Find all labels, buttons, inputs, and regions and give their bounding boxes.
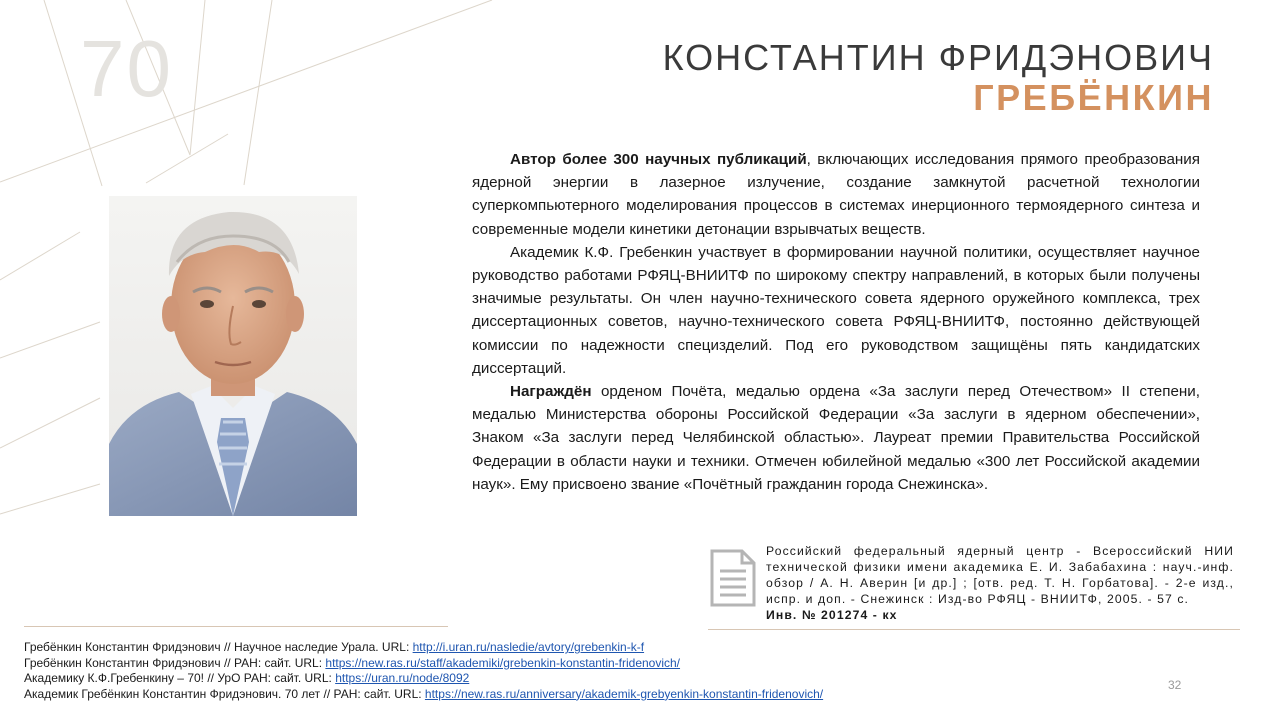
reference-item xyxy=(24,640,1144,656)
name-last: ГРЕБЁНКИН xyxy=(973,77,1214,118)
reference-text: Академик Гребёнкин Константин Фридэнович. 70 лет // РАН: сайт. URL: xyxy=(24,686,425,701)
reference-item xyxy=(24,687,1144,703)
name-first: КОНСТАНТИН ФРИДЭНОВИЧ xyxy=(662,37,1214,78)
reference-text: Академику К.Ф.Гребенкину – 70! // УрО РАН: сайт. URL: xyxy=(24,671,336,686)
reference-link[interactable]: https://new.ras.ru/staff/akademiki/grebenkin-konstantin-fridenovich/ xyxy=(325,655,681,670)
bio-publications-bold: Автор более 300 научных публикаций xyxy=(510,151,807,168)
references-list xyxy=(24,640,1144,702)
bio-paragraph-awards xyxy=(472,380,1200,496)
reference-item xyxy=(24,671,1144,687)
person-name xyxy=(663,38,1214,118)
references-divider xyxy=(24,626,448,627)
document-icon xyxy=(710,549,756,607)
reference-item xyxy=(24,656,1144,672)
biography-text xyxy=(472,148,1200,496)
reference-link[interactable]: http://i.uran.ru/nasledie/avtory/grebenkin-k-f xyxy=(412,640,645,654)
bibliographic-citation xyxy=(766,543,1234,623)
citation-divider xyxy=(708,629,1240,630)
reference-link[interactable]: https://uran.ru/node/8092 xyxy=(335,671,470,686)
page-number: 32 xyxy=(1168,678,1182,692)
reference-text: Гребёнкин Константин Фридэнович // Научное наследие Урала. URL: xyxy=(24,640,413,654)
portrait-illustration xyxy=(109,196,357,516)
age-number: 70 xyxy=(80,24,173,113)
citation-inventory: Инв. № 201274 - кх xyxy=(766,608,898,622)
bio-paragraph-activity: Академик К.Ф. Гребенкин участвует в формировании научной политики, осуществляет научное руководство работами РФЯЦ-ВНИИТФ по широкому спектру направлений, в которых были получены значимые результаты. Он член научно-технического совета ядерного оружейного комплекса, трех диссертационных советов, научно-технического совета РФЯЦ-ВНИИТФ, постоянно действующей комиссии по надежности специзделий. Под его руководством защищёны пять кандидатских диссертаций. xyxy=(472,243,1200,377)
reference-text: Гребёнкин Константин Фридэнович // РАН: сайт. URL: xyxy=(24,655,326,670)
bio-paragraph-publications xyxy=(472,148,1200,241)
bio-awards-text: орденом Почёта, медалью ордена «За заслуги перед Отечеством» II степени, медалью Министерства обороны Российской Федерации «За заслуги в ядерном обеспечении», Знаком «За заслуги перед Челябинской областью». Лауреат премии Правительства Российской Федерации в области науки и техники. Отмечен юбилейной медалью «300 лет Российской академии наук». Ему присвоено звание «Почётный гражданин города Снежинска». xyxy=(472,383,1200,493)
bio-awards-bold: Награждён xyxy=(510,383,592,401)
bio-publications-text: , включающих исследования прямого преобразования ядерной энергии в лазерное излучение, создание замкнутой расчетной технологии суперкомпьютерного моделирования процессов в системах инерционного термоядерного синтеза и современные модели кинетики детонации взрывчатых веществ. xyxy=(472,151,1201,238)
reference-link[interactable]: https://new.ras.ru/anniversary/akademik-grebyenkin-konstantin-fridenovich/ xyxy=(424,686,824,701)
citation-text: Российский федеральный ядерный центр - Всероссийский НИИ технической физики имени академика Е. И. Забабахина : науч.-инф. обзор / А. Н. Аверин [и др.] ; [отв. ред. Т. Н. Горбатова]. - 2-е изд., испр. и доп. - Снежинск : Изд-во РФЯЦ - ВНИИТФ, 2005. - 57 с. xyxy=(766,544,1234,606)
portrait-photo xyxy=(109,196,357,516)
